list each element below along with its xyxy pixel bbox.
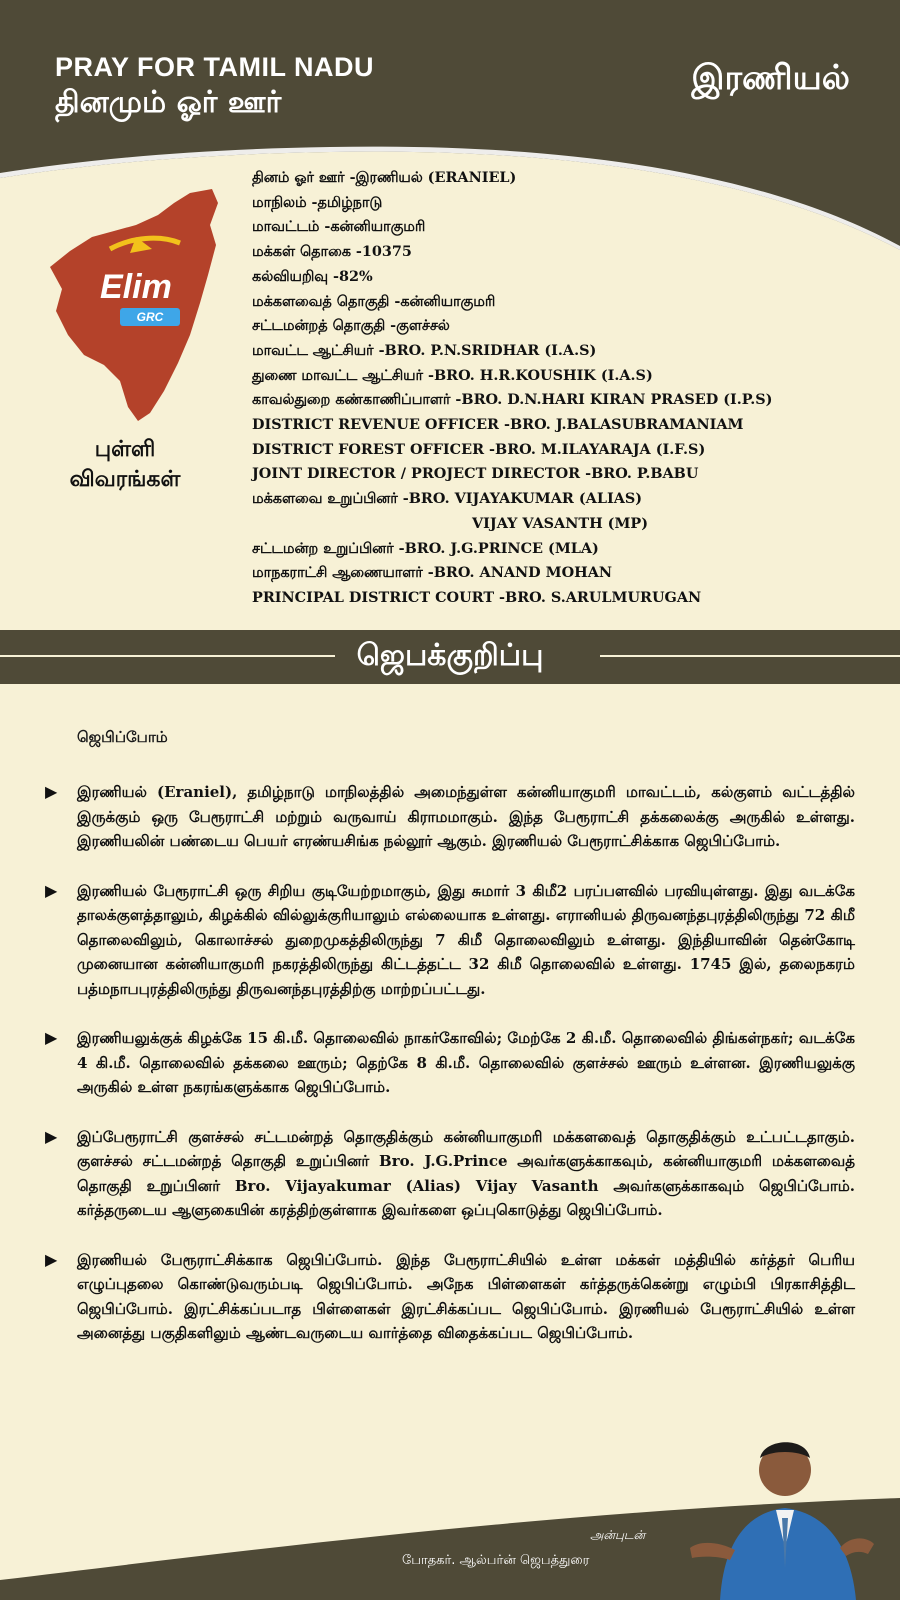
fact-item: JOINT DIRECTOR / PROJECT DIRECTOR -BRO. P.BABU <box>252 465 699 483</box>
fact-item: மக்களவைத் தொகுதி -கன்னியாகுமரி <box>252 292 496 310</box>
stats-label-line1: புள்ளி <box>94 437 156 462</box>
fact-item: கல்வியறிவு -82% <box>252 267 373 285</box>
bullet-arrow-icon: ▶ <box>45 880 58 900</box>
pastor-photo <box>680 1428 880 1600</box>
fact-item: சட்டமன்றத் தொகுதி -குளச்சல் <box>252 317 450 335</box>
fact-item-continued: VIJAY VASANTH (MP) <box>472 514 649 532</box>
bullet-arrow-icon: ▶ <box>45 1249 58 1269</box>
fact-item: மக்களவை உறுப்பினர் -BRO. VIJAYAKUMAR (ALIAS) <box>252 490 643 508</box>
section-title: ஜெபக்குறிப்பு <box>356 638 544 673</box>
prayer-paragraph <box>45 1248 855 1346</box>
prayer-body <box>45 728 855 1371</box>
fact-item: காவல்துறை கண்காணிப்பாளர் -BRO. D.N.HARI KIRAN PRASED (I.P.S) <box>252 391 773 409</box>
fact-item: மக்கள் தொகை -10375 <box>252 243 412 261</box>
signature-greeting: அன்புடன் <box>590 1528 646 1542</box>
fact-item: சட்டமன்ற உறுப்பினர் -BRO. J.G.PRINCE (MLA) <box>252 539 599 557</box>
brand-title-en: PRAY FOR TAMIL NADU <box>55 52 375 82</box>
bullet-arrow-icon: ▶ <box>45 782 58 801</box>
fact-item: மாநிலம் -தமிழ்நாடு <box>252 193 383 211</box>
brand-title-ta: தினமும் ஓர் ஊர் <box>55 85 282 120</box>
fact-item: மாநகராட்சி ஆணையாளர் -BRO. ANAND MOHAN <box>252 564 613 582</box>
section-band <box>0 630 900 684</box>
fact-item: துணை மாவட்ட ஆட்சியர் -BRO. H.R.KOUSHIK (I.A.S) <box>252 366 653 384</box>
stats-label <box>40 435 210 495</box>
prayer-paragraph <box>45 780 855 854</box>
bullet-arrow-icon: ▶ <box>45 1028 58 1047</box>
paragraph-text: இரணியல் பேரூராட்சிக்காக ஜெபிப்போம். இந்த பேரூராட்சியில் உள்ள மக்கள் மத்தியில் கர்த்தர் பெரிய எழுப்புதலை கொண்டுவரும்படி ஜெபிப்போம். அநேக பிள்ளைகள் கர்த்தருக்கென்று எழும்பி பிரகாசித்திட ஜெபிப்போம். இரட்சிக்கப்படாத பிள்ளைகள் இரட்சிக்கப்பட ஜெபிப்போம். இரணியல் பேரூராட்சியில் உள்ள அனைத்து பகுதிகளிலும் ஆண்டவருடைய வார்த்தை விதைக்கப்பட ஜெபிப்போம். <box>77 1250 855 1342</box>
fact-item: PRINCIPAL DISTRICT COURT -BRO. S.ARULMURUGAN <box>252 588 702 606</box>
brand-block <box>55 52 374 124</box>
fact-item: DISTRICT REVENUE OFFICER -BRO. J.BALASUBRAMANIAM <box>252 416 744 434</box>
stats-label-line2: விவரங்கள் <box>69 467 181 492</box>
bullet-arrow-icon: ▶ <box>45 1126 58 1146</box>
fact-item: மாவட்ட ஆட்சியர் -BRO. P.N.SRIDHAR (I.A.S) <box>252 341 597 359</box>
paragraph-text: இரணியல் பேரூராட்சி ஒரு சிறிய குடியேற்றமாகும், இது சுமார் 3 கிமீ2 பரப்பளவில் பரவியுள்ளது. இது வடக்கே தாலக்குளத்தாலும், கிழக்கில் வில்லுக்குரியாலும் எல்லையாக உள்ளது. எரானியல் திருவனந்தபுரத்திலிருந்து 72 கிமீ தொலைவிலும், கொலாச்சல் துறைமுகத்திலிருந்து 7 கிமீ தொலைவிலும் உள்ளது. இந்தியாவின் தென்கோடி முனையான கன்னியாகுமரி நகரத்திலிருந்து கிட்டத்தட்ட 32 கிமீ தொலைவில் உள்ளது. 1745 இல், தலைநகரம் பத்மநாபபுரத்திலிருந்து திருவனந்தபுரத்திற்கு மாற்றப்பட்டது. <box>77 881 855 998</box>
paragraph-text: இப்பேரூராட்சி குளச்சல் சட்டமன்றத் தொகுதிக்கும் கன்னியாகுமரி மக்களவைத் தொகுதிக்கும் உட்பட்டதாகும். குளச்சல் சட்டமன்றத் தொகுதி உறுப்பினர் Bro. J.G.Prince அவர்களுக்காகவும், கன்னியாகுமரி மக்களவைத் தொகுதி உறுப்பினர் Bro. Vijayakumar (Alias) Vijay Vasanth அவர்களுக்காகவும் ஜெபிப்போம். கர்த்தருடைய ஆளுகையின் கரத்திற்குள்ளாக இவர்களை ஒப்புகொடுத்து ஜெபிப்போம். <box>77 1127 855 1219</box>
prayer-paragraph <box>45 1125 855 1223</box>
elim-logo-text: Elim <box>100 268 172 306</box>
prayer-paragraph <box>45 1026 855 1100</box>
fact-item: மாவட்டம் -கன்னியாகுமரி <box>252 218 426 236</box>
grc-logo-badge: GRC <box>120 308 180 326</box>
fact-item: தினம் ஓர் ஊர் -இரணியல் (ERANIEL) <box>252 169 517 186</box>
signature-name: போதகர். ஆல்பர்ன் ஜெபத்துரை <box>402 1553 590 1568</box>
facts-list <box>252 166 882 611</box>
paragraph-text: இரணியலுக்குக் கிழக்கே 15 கி.மீ. தொலைவில் நாகர்கோவில்; மேற்கே 2 கி.மீ. தொலைவில் திங்கள்நகர்; வடக்கே 4 கி.மீ. தொலைவில் தக்கலை ஊரும்; தெற்கே 8 கி.மீ. தொலைவில் குளச்சல் ஊரும் உள்ளன. இரணியலுக்கு அருகில் உள்ள நகரங்களுக்காக ஜெபிப்போம். <box>77 1029 855 1096</box>
intro-heading: ஜெபிப்போம் <box>77 728 168 746</box>
town-title: இரணியல் <box>691 58 850 98</box>
paragraph-text: இரணியல் (Eraniel), தமிழ்நாடு மாநிலத்தில் அமைந்துள்ள கன்னியாகுமரி மாவட்டம், கல்குளம் வட்டத்தில் இருக்கும் ஒரு பேரூராட்சி மற்றும் வருவாய் கிராமமாகும். இந்த பேரூராட்சி தக்கலைக்கு அருகில் உள்ளது. இரணியலின் பண்டைய பெயர் எரண்யசிங்க நல்லூர் ஆகும். இரணியல் பேரூராட்சிக்காக ஜெபிப்போம். <box>77 783 855 850</box>
fact-item: DISTRICT FOREST OFFICER -BRO. M.ILAYARAJA (I.F.S) <box>252 440 706 458</box>
prayer-paragraph <box>45 879 855 1002</box>
